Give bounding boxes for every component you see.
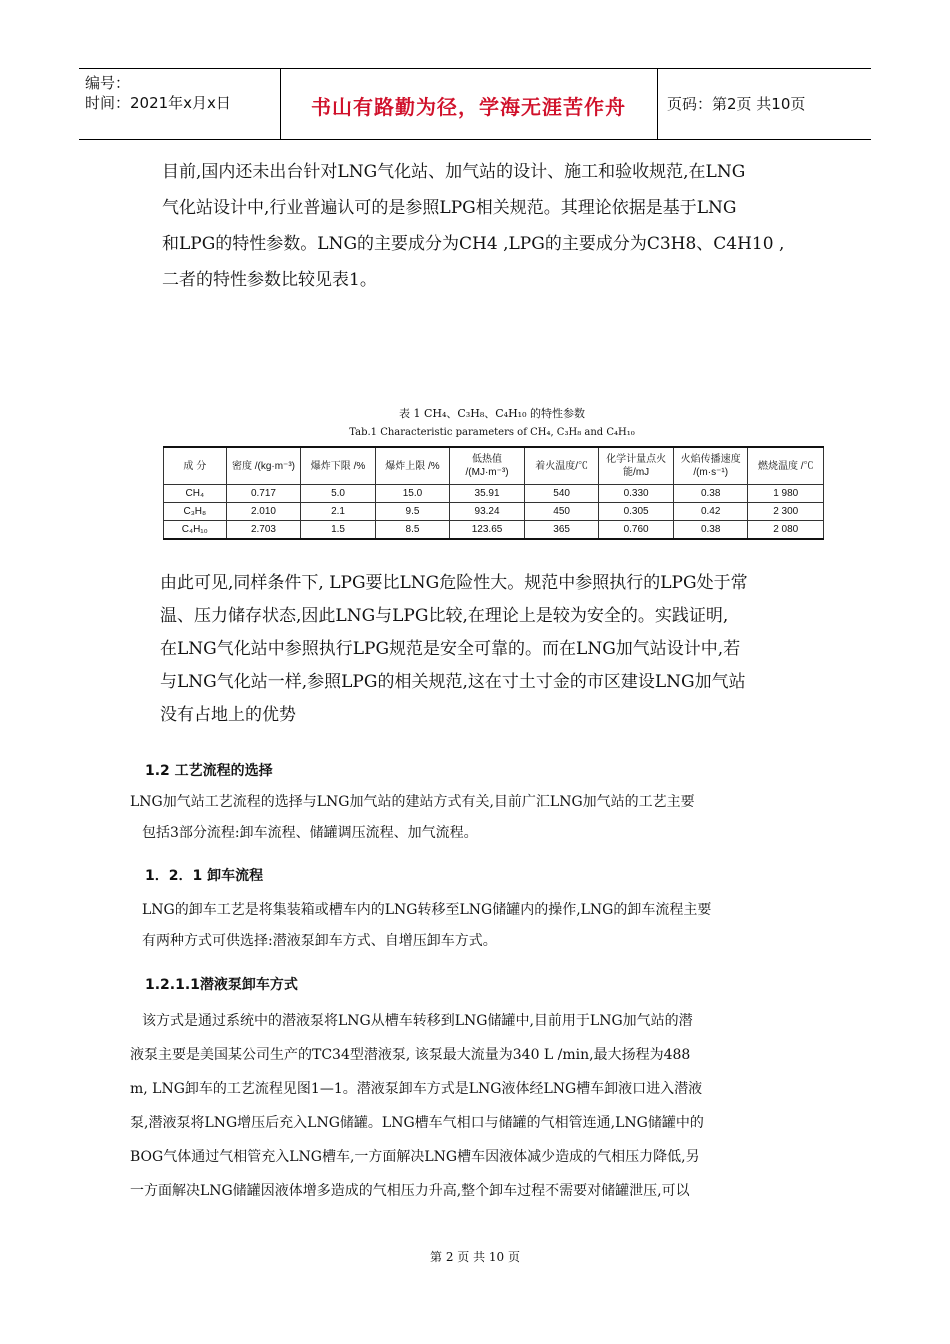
section-body <box>130 1004 830 1208</box>
header-divider <box>280 69 281 139</box>
table-header-cell: 爆炸下限 /% <box>301 447 375 485</box>
properties-table <box>163 446 824 540</box>
table-cell: 93.24 <box>450 503 525 521</box>
body-line: 泵,潜液泵将LNG增压后充入LNG储罐。LNG槽车气相口与储罐的气相管连通,LNG储罐中的 <box>130 1115 704 1131</box>
body-line: BOG气体通过气相管充入LNG槽车,一方面解决LNG槽车因液体减少造成的气相压力降低,另 <box>130 1149 700 1165</box>
paragraph-line: 由此可见,同样条件下, LPG要比LNG危险性大。规范中参照执行的LPG处于常 <box>160 573 748 593</box>
table-header-row <box>164 447 824 485</box>
table-cell: 2 300 <box>748 503 824 521</box>
table-row <box>164 521 824 540</box>
table-header-cell: 火焰传播速度 /(m·s⁻¹) <box>673 447 748 485</box>
body-line: LNG加气站工艺流程的选择与LNG加气站的建站方式有关,目前广汇LNG加气站的工艺主要 <box>130 794 695 810</box>
table-header-cell: 着火温度/℃ <box>524 447 598 485</box>
intro-line: 气化站设计中,行业普遍认可的是参照LPG相关规范。其理论依据是基于LNG <box>162 198 737 218</box>
table-cell: 15.0 <box>375 485 449 503</box>
header-date: 时间：2021年x月x日 <box>85 94 231 112</box>
header-number: 编号： <box>85 74 131 92</box>
table-cell: 1.5 <box>301 521 375 540</box>
paragraph-line: 没有占地上的优势 <box>160 705 296 725</box>
section-heading: 1.2.1.1潜液泵卸车方式 <box>145 977 298 993</box>
section-body <box>130 787 830 849</box>
body-line: 该方式是通过系统中的潜液泵将LNG从槽车转移到LNG储罐中,目前用于LNG加气站的潜 <box>142 1013 693 1029</box>
paragraph-line: 温、压力储存状态,因此LNG与LPG比较,在理论上是较为安全的。实践证明, <box>160 606 729 626</box>
table-cell: 540 <box>524 485 598 503</box>
header-meta <box>85 73 231 113</box>
table-cell: 0.305 <box>599 503 674 521</box>
table-header-cell: 成 分 <box>164 447 227 485</box>
table-row <box>164 503 824 521</box>
body-line: 液泵主要是美国某公司生产的TC34型潜液泵, 该泵最大流量为340 L /min,最大扬程为488 <box>130 1047 691 1063</box>
table-header-cell: 密度 /(kg·m⁻³) <box>226 447 301 485</box>
table-cell: 0.330 <box>599 485 674 503</box>
page-footer: 第 2 页 共 10 页 <box>430 1250 520 1264</box>
table-cell: 0.760 <box>599 521 674 540</box>
table-header-cell: 低热值 /(MJ·m⁻³) <box>450 447 525 485</box>
section-body <box>130 895 830 957</box>
table-cell: CH₄ <box>164 485 227 503</box>
intro-line: 目前,国内还未出台针对LNG气化站、加气站的设计、施工和验收规范,在LNG <box>162 162 746 182</box>
table-cell: 8.5 <box>375 521 449 540</box>
table-cell: 0.38 <box>673 521 748 540</box>
body-line: 有两种方式可供选择:潜液泵卸车方式、自增压卸车方式。 <box>142 933 497 949</box>
intro-line: 和LPG的特性参数。LNG的主要成分为CH4 ,LPG的主要成分为C3H8、C4H10 , <box>162 234 785 254</box>
page-header <box>79 68 871 140</box>
intro-paragraph <box>162 154 822 298</box>
paragraph-line: 与LNG气化站一样,参照LPG的相关规范,这在寸土寸金的市区建设LNG加气站 <box>160 672 746 692</box>
table-cell: 2 080 <box>748 521 824 540</box>
table-caption-en: Tab.1 Characteristic parameters of CH₄, C₃H₈ and C₄H₁₀ <box>349 427 635 438</box>
paragraph-line: 在LNG气化站中参照执行LPG规范是安全可靠的。而在LNG加气站设计中,若 <box>160 639 741 659</box>
body-line: 包括3部分流程:卸车流程、储罐调压流程、加气流程。 <box>142 825 478 841</box>
table-cell: 0.717 <box>226 485 301 503</box>
section-heading: 1.2 工艺流程的选择 <box>145 763 273 779</box>
table-cell: 35.91 <box>450 485 525 503</box>
header-divider <box>657 69 658 139</box>
table-header-cell: 爆炸上限 /% <box>375 447 449 485</box>
table-cell: C₄H₁₀ <box>164 521 227 540</box>
table-cell: 450 <box>524 503 598 521</box>
intro-line: 二者的特性参数比较见表1。 <box>162 270 377 290</box>
table-cell: 365 <box>524 521 598 540</box>
table-cell: 1 980 <box>748 485 824 503</box>
header-motto: 书山有路勤为径，学海无涯苦作舟 <box>311 95 626 119</box>
table-cell: 5.0 <box>301 485 375 503</box>
body-line: LNG的卸车工艺是将集装箱或槽车内的LNG转移至LNG储罐内的操作,LNG的卸车流程主要 <box>142 902 712 918</box>
section-heading: 1．2．1 卸车流程 <box>145 868 264 884</box>
table-cell: 123.65 <box>450 521 525 540</box>
table-caption-cn: 表 1 CH₄、C₃H₈、C₄H₁₀ 的特性参数 <box>399 407 585 420</box>
body-line: 一方面解决LNG储罐因液体增多造成的气相压力升高,整个卸车过程不需要对储罐泄压,可以 <box>130 1183 690 1199</box>
table-header-cell: 燃烧温度 /℃ <box>748 447 824 485</box>
table-cell: 0.38 <box>673 485 748 503</box>
table-cell: 2.1 <box>301 503 375 521</box>
table-cell: 2.010 <box>226 503 301 521</box>
table-header-cell: 化学计量点火能/mJ <box>599 447 674 485</box>
table-cell: C₃H₈ <box>164 503 227 521</box>
body-line: m, LNG卸车的工艺流程见图1—1。潜液泵卸车方式是LNG液体经LNG槽车卸液口进入潜液 <box>130 1081 703 1097</box>
table-cell: 2.703 <box>226 521 301 540</box>
table-row <box>164 485 824 503</box>
header-page-number: 页码：第2页 共10页 <box>667 95 806 113</box>
comparison-paragraph <box>160 567 830 732</box>
table-cell: 9.5 <box>375 503 449 521</box>
table-cell: 0.42 <box>673 503 748 521</box>
